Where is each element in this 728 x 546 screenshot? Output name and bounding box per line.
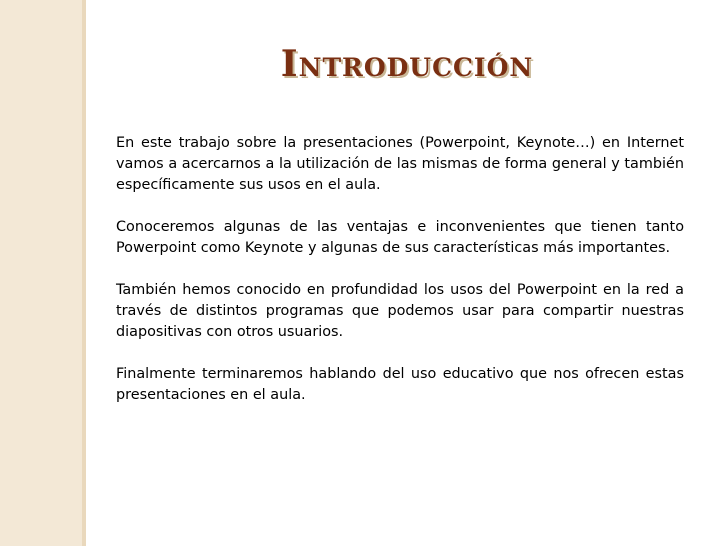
- paragraph-advantages: Conoceremos algunas de las ventajas e inconvenientes que tienen tanto Powerpoint como Keynote y algunas de sus características más importantes.: [116, 219, 684, 256]
- paragraph-conclusion: Finalmente terminaremos hablando del uso educativo que nos ofrecen estas presentaciones en el aula.: [116, 366, 684, 403]
- slide-body: [116, 133, 684, 406]
- paragraph-uses: También hemos conocido en profundidad los usos del Powerpoint en la red a través de distintos programas que podemos usar para compartir nuestras diapositivas con otros usuarios.: [116, 282, 684, 340]
- paragraph-intro: En este trabajo sobre la presentaciones (Powerpoint, Keynote…) en Internet vamos a acercarnos a la utilización de las mismas de forma general y también específicamente sus usos en el aula.: [116, 135, 684, 193]
- slide-title: Introducción: [280, 43, 534, 85]
- decorative-side-band: [0, 0, 82, 546]
- slide-content: [86, 0, 728, 546]
